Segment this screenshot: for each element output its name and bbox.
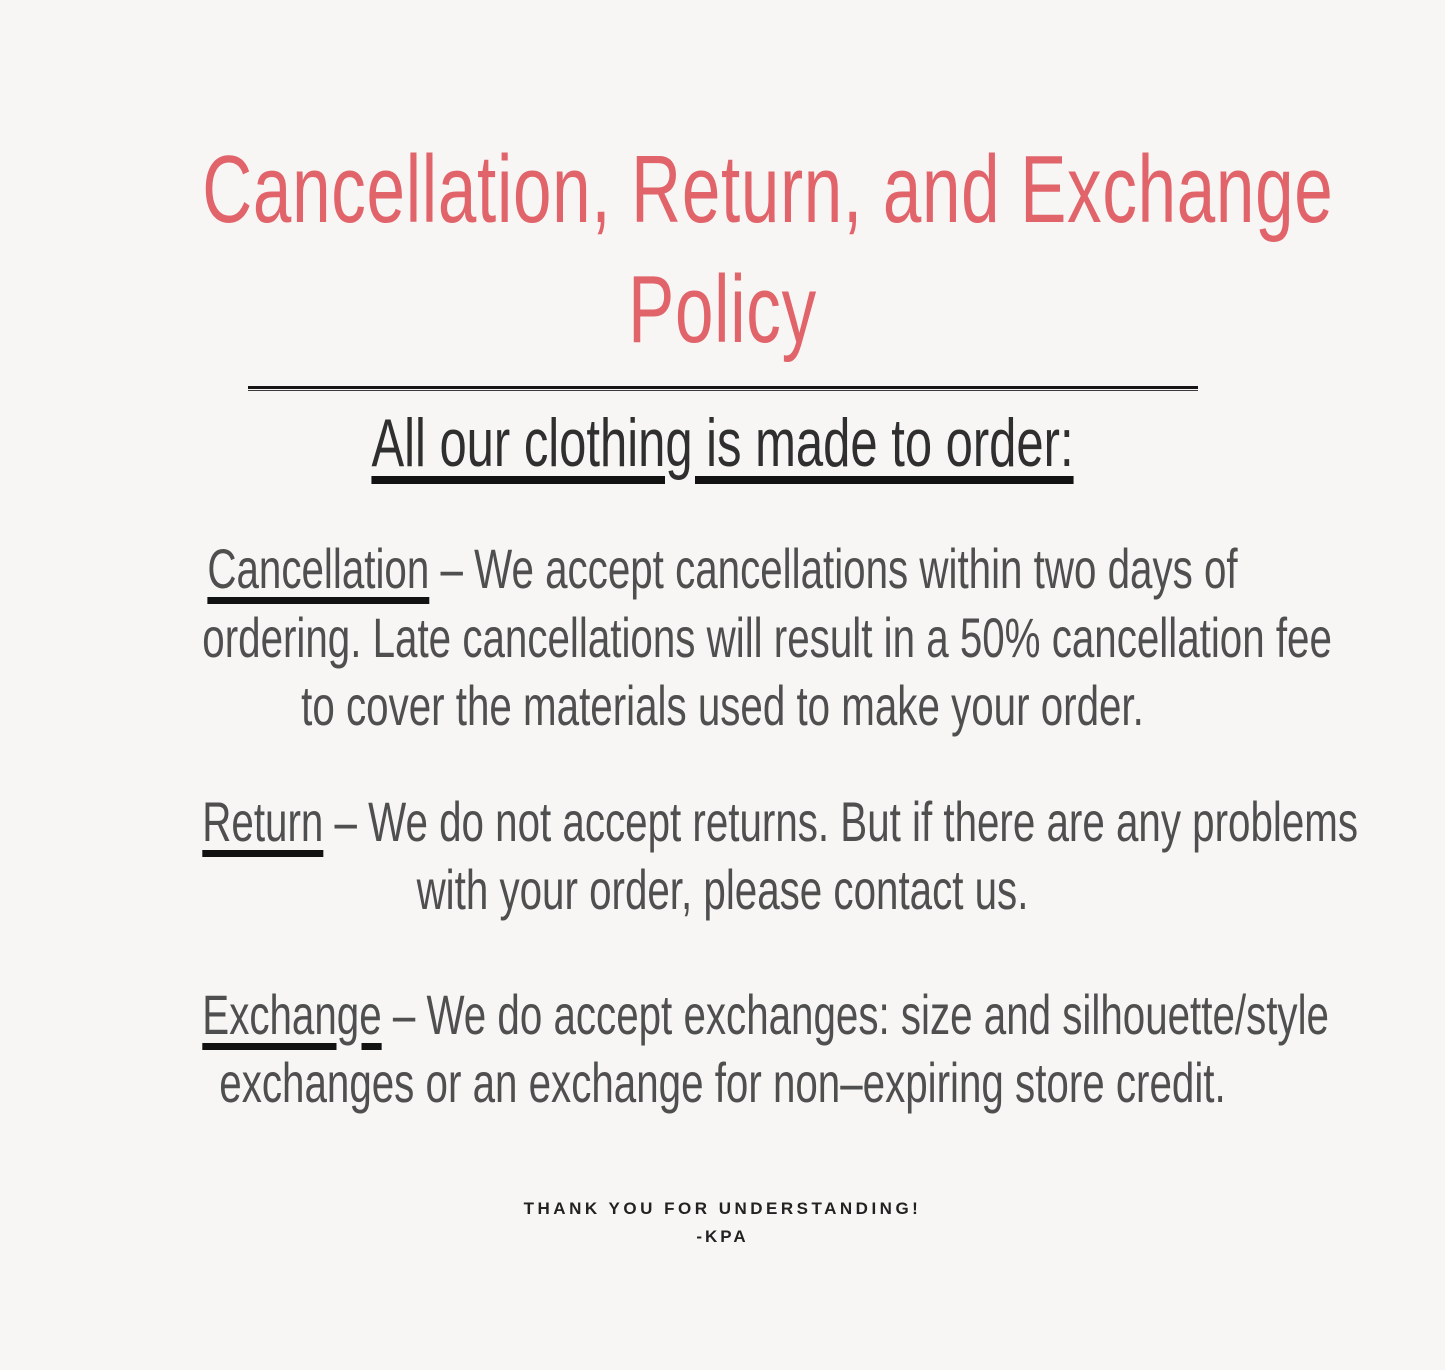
made-to-order-heading: All our clothing is made to order: bbox=[371, 405, 1074, 481]
policy-title-line2: Policy bbox=[628, 256, 817, 363]
title-divider-line bbox=[248, 386, 1198, 391]
exchange-section bbox=[0, 981, 1445, 1118]
exchange-line-2: exchanges or an exchange for non–expiring store credit. bbox=[219, 1051, 1226, 1115]
cancellation-line-1 bbox=[202, 535, 1242, 603]
return-section bbox=[0, 788, 1445, 925]
signature-initials: -KPA bbox=[696, 1226, 749, 1246]
footer-signature bbox=[0, 1195, 1445, 1249]
thank-you-text: THANK YOU FOR UNDERSTANDING! bbox=[523, 1199, 922, 1219]
policy-title bbox=[0, 0, 1445, 370]
exchange-line-1 bbox=[202, 981, 1329, 1049]
cancellation-keyword: Cancellation bbox=[207, 537, 430, 601]
cancellation-line-3: to cover the materials used to make your order. bbox=[301, 673, 1144, 737]
policy-title-line1: Cancellation, Return, and Exchange bbox=[202, 136, 1334, 243]
return-line-2: with your order, please contact us. bbox=[416, 858, 1029, 922]
return-keyword: Return bbox=[202, 790, 324, 854]
exchange-keyword: Exchange bbox=[202, 982, 382, 1046]
cancellation-line-2: ordering. Late cancellations will result in a 50% cancellation fee bbox=[202, 605, 1332, 669]
cancellation-section bbox=[0, 535, 1445, 740]
exchange-intro-text: – We do accept exchanges: size and silhouette/style bbox=[381, 982, 1329, 1046]
return-intro-text: – We do not accept returns. But if there are any problems bbox=[323, 790, 1359, 854]
return-line-1 bbox=[202, 788, 1359, 856]
cancellation-intro-text: – We accept cancellations within two days of bbox=[429, 537, 1238, 601]
